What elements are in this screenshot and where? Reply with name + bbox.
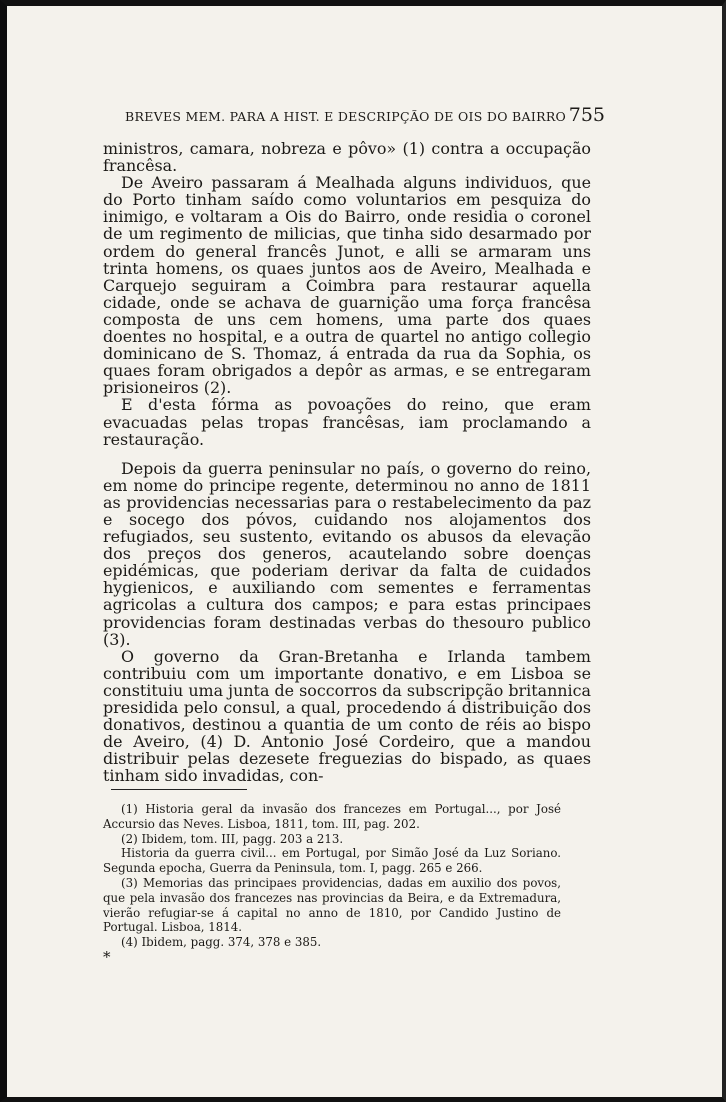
footnote-rule bbox=[111, 789, 247, 790]
footnote: (3) Memorias das principaes providencias, dadas em auxilio dos povos, que pela invasão dos francezes nas provincias da Beira, e da Extremadura, vierão refugiar-se á capital no anno de 1810, por Candido Justino de Portugal. Lisboa, 1814. bbox=[103, 875, 561, 935]
paragraph: O governo da Gran-Bretanha e Irlanda tambem contribuiu com um importante donativo, e em Lisboa se constituiu uma junta de soccorros da subscripção britannica presidida pelo consul, a qual, procedendo á distribuição dos donativos, destinou a quantia de um conto de réis ao bispo de Aveiro, (4) D. Antonio José Cordeiro, que a mandou distribuir pelas dezesete freguezias do bispado, as quaes tinham sido invadidas, con- bbox=[103, 646, 591, 786]
footnote: (1) Historia geral da invasão dos francezes em Portugal..., por José Accursio das Neves. Lisboa, 1811, tom. III, pag. 202. bbox=[103, 802, 561, 831]
footnotes bbox=[103, 802, 561, 965]
footnote: (2) Ibidem, tom. III, pagg. 203 a 213. bbox=[121, 831, 344, 846]
running-head: BREVES MEM. PARA A HIST. E DESCRIPÇÃO DE OIS DO BAIRRO bbox=[125, 109, 567, 124]
footnote: Historia da guerra civil... em Portugal, por Simão José da Luz Soriano. Segunda epocha, Guerra da Peninsula, tom. I, pagg. 265 e 266. bbox=[103, 846, 561, 876]
page-number: 755 bbox=[568, 104, 605, 126]
footnote: (4) Ibidem, pagg. 374, 378 e 385. bbox=[121, 935, 322, 950]
body-text bbox=[103, 140, 591, 784]
paragraph: ministros, camara, nobreza e pôvo» (1) contra a occupação francêsa. bbox=[103, 139, 591, 176]
paragraph: E d'esta fórma as povoações do reino, que eram evacuadas pelas tropas francêsas, iam proclamando a restauração. bbox=[103, 395, 591, 449]
signature-mark: * bbox=[103, 947, 111, 966]
paragraph: De Aveiro passaram á Mealhada alguns individuos, que do Porto tinham saído como voluntarios em pesquiza do inimigo, e voltaram a Ois do Bairro, onde residia o coronel de um regimento de milicias, que tinha sido desarmado por ordem do general francês Junot, e alli se armaram uns trinta homens, os quaes juntos aos de Aveiro, Mealhada e Carquejo seguiram a Coimbra para restaurar aquella cidade, onde se achava de guarnição uma força francêsa composta de uns cem homens, uma parte dos quaes doentes no hospital, e a outra de quartel no antigo collegio dominicano de S. Thomaz, á entrada da rua da Sophia, os quaes foram obrigados a depôr as armas, e se entregaram prisioneiros (2). bbox=[103, 173, 591, 398]
page-header bbox=[125, 104, 605, 134]
paragraph: Depois da guerra peninsular no país, o governo do reino, em nome do principe regente, determinou no anno de 1811 as providencias necessarias para o restabelecimento da paz e socego dos póvos, cuidando nos alojamentos dos refugiados, seu sustento, evitando os abusos da elevação dos preços dos generos, acautelando sobre doenças epidémicas, que poderiam derivar da falta de cuidados hygienicos, e auxiliando com sementes e ferramentas agricolas a cultura dos campos; e para estas principaes providencias foram destinadas verbas do thesouro publico (3). bbox=[103, 458, 591, 649]
